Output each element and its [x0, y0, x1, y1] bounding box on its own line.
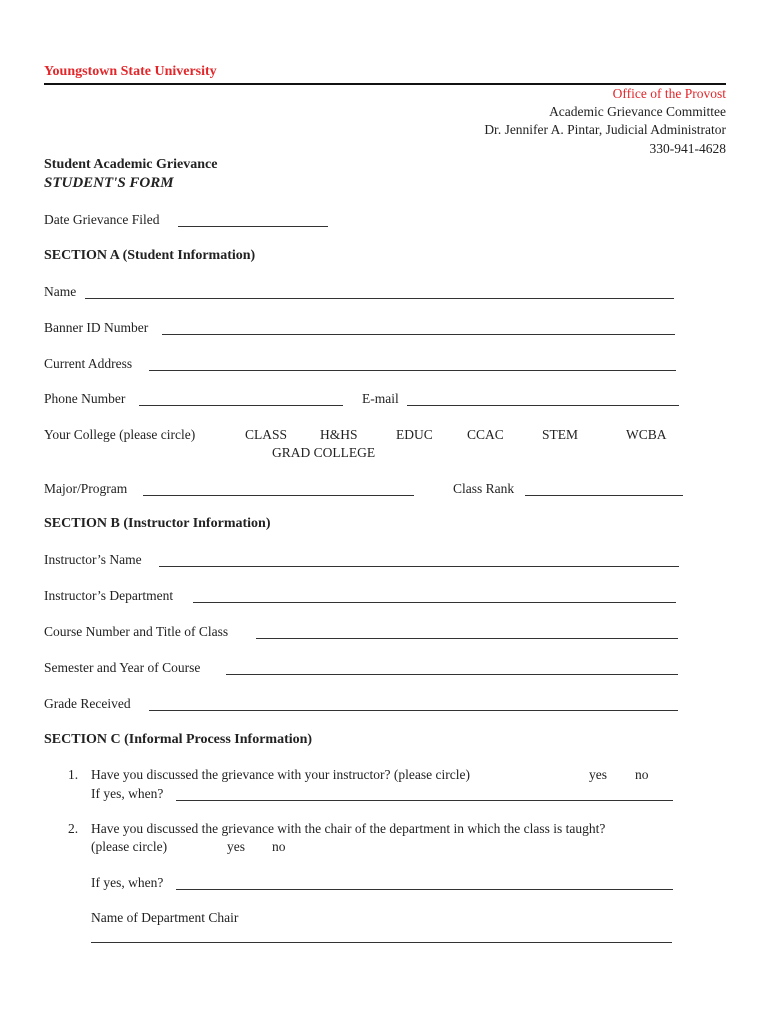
section-c-heading: SECTION C (Informal Process Information) — [44, 732, 313, 747]
class-rank-label: Class Rank — [453, 481, 515, 496]
instructor-name-field[interactable] — [159, 566, 679, 567]
question-2-circle-label: (please circle) — [91, 839, 168, 854]
college-option-class[interactable]: CLASS — [245, 427, 288, 442]
banner-id-label: Banner ID Number — [44, 320, 149, 335]
instructor-dept-field[interactable] — [193, 602, 676, 603]
question-1-when-field[interactable] — [176, 800, 673, 801]
phone-field[interactable] — [139, 405, 343, 406]
college-option-wcba[interactable]: WCBA — [626, 427, 667, 442]
question-2-when-field[interactable] — [176, 889, 673, 890]
banner-id-field[interactable] — [162, 334, 675, 335]
question-1-number: 1. — [68, 767, 79, 782]
college-option-grad[interactable]: GRAD COLLEGE — [272, 445, 376, 460]
question-1-yes-option[interactable]: yes — [589, 767, 607, 782]
question-2-text: Have you discussed the grievance with the chair of the department in which the class is taught? — [91, 821, 606, 836]
address-label: Current Address — [44, 356, 133, 371]
department-chair-label: Name of Department Chair — [91, 910, 239, 925]
question-1-when-label: If yes, when? — [91, 786, 164, 801]
college-option-stem[interactable]: STEM — [542, 427, 579, 442]
major-label: Major/Program — [44, 481, 128, 496]
date-filed-label: Date Grievance Filed — [44, 212, 160, 227]
question-2-number: 2. — [68, 821, 79, 836]
college-option-hhs[interactable]: H&HS — [320, 427, 358, 442]
department-chair-field[interactable] — [91, 942, 672, 943]
email-field[interactable] — [407, 405, 679, 406]
date-filed-field[interactable] — [178, 226, 328, 227]
office-phone: 330-941-4628 — [649, 141, 726, 156]
section-b-heading: SECTION B (Instructor Information) — [44, 516, 271, 531]
question-2-no-option[interactable]: no — [272, 839, 286, 854]
major-field[interactable] — [143, 495, 414, 496]
office-name: Office of the Provost — [612, 86, 726, 101]
semester-field[interactable] — [226, 674, 678, 675]
college-label: Your College (please circle) — [44, 427, 196, 442]
section-a-heading: SECTION A (Student Information) — [44, 248, 256, 263]
committee-name: Academic Grievance Committee — [549, 104, 726, 119]
form-subtitle: STUDENT'S FORM — [44, 175, 174, 191]
grade-label: Grade Received — [44, 696, 131, 711]
question-2-when-label: If yes, when? — [91, 875, 164, 890]
class-rank-field[interactable] — [525, 495, 683, 496]
grade-field[interactable] — [149, 710, 678, 711]
name-field[interactable] — [85, 298, 674, 299]
college-option-ccac[interactable]: CCAC — [467, 427, 504, 442]
question-2-yes-option[interactable]: yes — [227, 839, 245, 854]
instructor-dept-label: Instructor’s Department — [44, 588, 174, 603]
university-name: Youngstown State University — [44, 64, 217, 79]
question-1-text: Have you discussed the grievance with your instructor? (please circle) — [91, 767, 470, 782]
instructor-name-label: Instructor’s Name — [44, 552, 142, 567]
course-field[interactable] — [256, 638, 678, 639]
semester-label: Semester and Year of Course — [44, 660, 201, 675]
question-1-no-option[interactable]: no — [635, 767, 649, 782]
administrator-name: Dr. Jennifer A. Pintar, Judicial Administrator — [484, 122, 726, 137]
name-label: Name — [44, 284, 77, 299]
form-title: Student Academic Grievance — [44, 157, 218, 172]
address-field[interactable] — [149, 370, 676, 371]
phone-label: Phone Number — [44, 391, 126, 406]
email-label: E-mail — [362, 391, 399, 406]
college-option-educ[interactable]: EDUC — [396, 427, 433, 442]
course-label: Course Number and Title of Class — [44, 624, 229, 639]
header-divider — [44, 83, 726, 85]
